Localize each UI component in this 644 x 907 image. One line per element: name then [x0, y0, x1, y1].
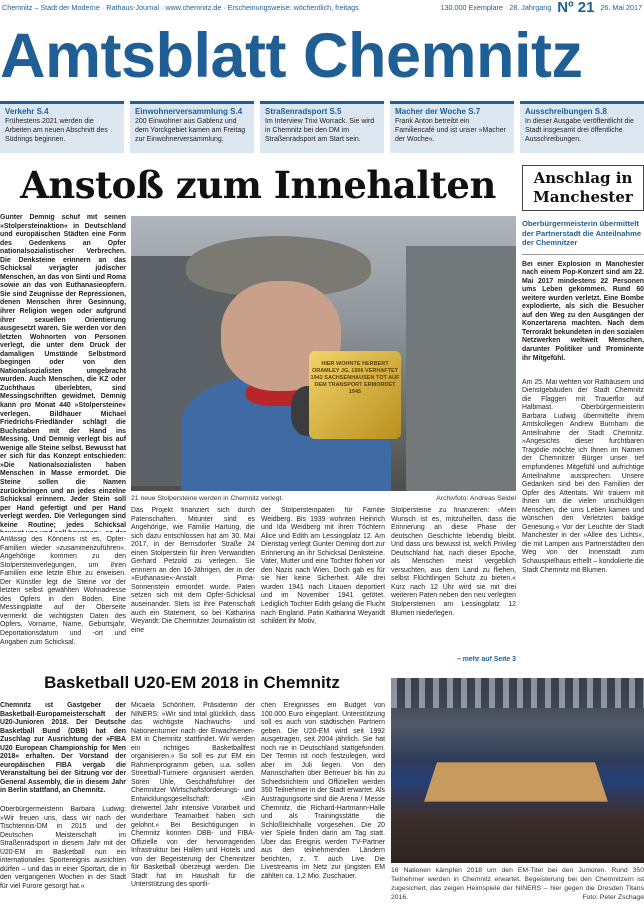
- main-headline: Anstoß zum Innehalten: [20, 163, 496, 207]
- teaser-strassenradsport[interactable]: [260, 101, 384, 153]
- teaser-title: Verkehr S.4: [5, 107, 49, 116]
- teaser-ausschreibungen[interactable]: [520, 101, 644, 153]
- basketball-lead: Chemnitz ist Gastgeber der Basketball-Europameisterschaft der U20-Junioren 2018. Der Deutsche Basketball Bund (DBB) hat den Zuschlag zur Ausrichtung der »FIBA U20 European Championship for Men 2018« erhalten. Der Vorstand der europäischen FIBA vergab die Veranstaltung bei der Sitzung vor der General Assembly, die in diesem Jahr in Berlin stattfand, an Chemnitz.: [0, 702, 126, 795]
- teaser-title: Straßenradsport S.5: [265, 107, 342, 116]
- issue-info: 130.000 Exemplare · 28. Jahrgang Nº 21 26. Mai 2017: [440, 0, 642, 16]
- basketball-caption-text: 16 Nationen kämpfen 2018 um den EM-Titel bei den Junioren. Rund 350 Teilnehmer werden in Chemnitz erwartet. Begeisterung bei den Chemnitzern ist zugesichert, das zeigen Heimspiele der NINERS – hier gegen die Dresden Titans 2016.: [391, 867, 644, 901]
- basketball-col2: Micaela Schönherr, Präsidentin der NINERS: »Wir sind total glücklich, dass das wichtigste Nachwuchs- und Nationenturnier nach der Erwachsenen-EM in Chemnitz stattfindet. Wir werden ein richtiges Basketballfest organisieren.« So soll es zur EM ein Rahmenprogramm geben, u.a. sollen Streetball-Turniere organisiert werden. Sören Uhle, Geschäftsführer der Chemnitzer Wirtschaftsförderungs- und Entwicklungsgesellschaft: »Ein dreiwertel Jahr intensive Vorarbeit und wunderbare Teamarbeit haben sich gelohnt.« Bei Besichtigungen in Chemnitz konnten DBB- und FIBA-Offizielle von der hervorragenden Infrastruktur bei Hallen und Hotels und von der Begeisterung der Chemnitzer für Basketball überzeugt werden. Die Stadt hat im Haushalt für die Unterstützung des sportli-: [131, 702, 255, 889]
- basketball-col1: Oberbürgermeisterin Barbara Ludwig: »Wir freuen uns, dass wir nach der Tischtennis-DM in 2015 und der Deutschen Meisterschaft im Straßenradsport in diesem Jahr mit der U20-EM im Basketball nun ein internationales Sportereignis ausrichten dürfen – und das in einer Sportart, die in den vergangenen Wochen in der Stadt für viel Furore gesorgt hat.«: [0, 806, 126, 890]
- photo-credit: Archivfoto: Andreas Seidel: [436, 495, 516, 502]
- main-body-col4: Stolpersteine zu finanzieren: »Mein Wunsch ist es, mitzuhelfen, dass die Erinnerung an diese Phase der deutschen Geschichte lebendig bleibt. Und dass uns bewusst ist, welch Privileg Deutschland hat, nach dieser Epoche, als Menschen meist vergeblich versuchten, aus dem Land zu fliehen, selbst Flüchtlingen Schutz zu bieten.« Kurz nach 12 Uhr wird sie mit drei weiteren Paten neben den neu verlegten Stolpersteinen am Lessingplatz 12 Blumen niederlegen.: [391, 507, 516, 617]
- teaser-text: 200 Einwohner aus Gablenz und dem Yorckgebiet kamen am Freitag zur Einwohnerversammlung.: [135, 118, 246, 143]
- main-lead-text: Gunter Demnig schuf mit seinen »Stolpersteinaktion« in Deutschland und europäischen Städten eine Form des Gedenkens an Opfer nationalsozialistischer Verbrechen. Die Denksteine erinnern an das Schicksal verjagter jüdischer Menschen, an das von Sinti und Roma sowie an das von Euthanasieopfern. Sie sind Zeugnisse der Repressionen, denen Menschen ihrer Gesinnung, ihrer Religion wegen oder aufgrund ihrer sexuellen Orientierung ausgesetzt waren. Sie werden vor den letzten Wohnorten von Personen verlegt, die unter dem Druck der damaligen Umstände Selbstmord begingen oder von den Nationalsozialisten umgebracht wurden. Auch Menschen, die KZ oder Zuchthaus überlebten, sind Messingschriften gewidmet. Demnig kann pro Monat 440 »Stolpersteine« verlegen. Bildhauer Michael Friedrichs-Friedländer schlägt die Buchstaben mit der Hand ins Messing. Und Demnig verlegt bis auf wenige alle Steine selbst. Bewusst hat er sich für das Konzept entschieden: »Die Nationalsozialisten haben Menschen in Masse ermordet. Die Steine sollen die Namen zurückbringen und an jedes einzelne Schicksal erinnern. Jeder Stein soll per Hand gefertigt und per Hand verlegt werden. Die Verlegungen sind keine Routine; jedes Schicksal: [0, 214, 126, 529]
- photo-caption: 21 neue Stolpersteine werden in Chemnitz verlegt.: [131, 495, 284, 502]
- teaser-title: Macher der Woche S.7: [395, 107, 481, 116]
- teaser-row: [0, 101, 644, 153]
- masthead-title: Amtsblatt Chemnitz: [0, 21, 583, 91]
- photo-background-right: [406, 246, 516, 491]
- more-link[interactable]: – mehr auf Seite 3: [457, 656, 516, 663]
- issue-date: 26. Mai 2017: [600, 3, 642, 12]
- stolperstein-plate: HIER WOHNTE HERBERT ORAMLEY JG. 1906 VERHAFTET 1942 SACHSENHAUSEN TOT AUF DEM TRANSPORT ERMORDET 1945: [309, 351, 401, 439]
- teaser-einwohnerversammlung[interactable]: [130, 101, 254, 153]
- issue-number: Nº 21: [557, 0, 595, 16]
- teaser-text: In dieser Ausgabe veröffentlicht die Stadt insgesamt drei öffentliche Ausschreibungen.: [525, 118, 634, 143]
- sidebar-subheadline: Oberbürgermeisterin übermittelt der Partnerstadt die Anteilnahme der Chemnitzer: [522, 219, 642, 247]
- teaser-verkehr[interactable]: [0, 101, 124, 153]
- basketball-court: [424, 762, 608, 801]
- sidebar-divider: [522, 254, 644, 255]
- basketball-photo-caption: [391, 866, 644, 907]
- teaser-text: Frank Anton betreibt ein Familiencafé und ist unser »Macher der Woche«.: [395, 118, 506, 143]
- sidebar-manchester: [522, 165, 644, 670]
- teaser-macher-der-woche[interactable]: [390, 101, 514, 153]
- teaser-text: Frühestens 2021 werden die Arbeiten am neuen Abschnitt des Südrings beginnen.: [5, 118, 108, 143]
- teaser-title: Ausschreibungen S.8: [525, 107, 607, 116]
- basketball-col3: chen Ereignisses ein Budget von 100.000 Euro eingeplant. Unterstützung soll es auch von städtischen Partnern geben. Die U20-EM wird seit 1992 ausgetragen, seit 2004 jährlich. Sie hat noch nie in Deutschland stattgefunden. Der Termin ist noch festzulegen, wird aber im Juli liegen. Von den Mannschaften über Betreuer bis hin zu Schiedsrichtern und Offiziellen werden 350 Teilnehmer in der Stadt erwartet. Als Austragungsorte sind die Arena / Messe Chemnitz, die Richard-Hartmann-Halle und als Trainingsstätte die Schloßteichhalle vorgesehen. Die 20 vier Spiele finden dann am Tag statt. Über das Ereignis werden TV-Partner aus den teilnehmenden Ländern berichten, z. T. auch Live. Die Livestreams im Netz zur jüngsten EM zählten ca. 1,2 Mio. Zuschauer.: [261, 702, 385, 880]
- basketball-photo-credit: Foto: Peter Zschage: [582, 894, 644, 901]
- sidebar-body: Am 25. Mai wehten vor Rathäusern und Dienstgebäuden der Stadt Chemnitz die Flaggen mit Trauerflor auf Halbmast. Oberbürgermeisterin Barbara Ludwig übermittelte ihrem Amtskollegen Andrew Burnham die Anteilnahme der Stadt Chemnitz. »Angesichts dieser furchtbaren Tragödie möchte ich Ihnen im Namen der Chemnitzer Bürger unser tief empfundenes Mitgefühl und aufrichtige Anteilnahme aussprechen. Unsere Gedanken sind bei den Familien der Opfer des Attentats. Wir trauern mit Ihnen um die vielen unschuldigen Menschen, die ums Leben kamen und wünschen den Verletzten baldige Genesung.« Vor der Leuchte der Stadt Manchester in der »Allee des Lichts«, die mit Lampen aus Partnerstädten den Weg von der Innenstadt zum Schauspielhaus erhellt – kondolierte die Stadt Chemnitz mit Blumen.: [522, 378, 644, 574]
- teaser-title: Einwohnerversammlung S.4: [135, 107, 243, 116]
- sidebar-headline: Anschlag in Manchester: [522, 165, 644, 211]
- basketball-arena-photo: [391, 678, 644, 863]
- main-body-col3: der Stolpersteinpaten für Familie Weidberg. Bis 1939 wohnten Heinrich und Ida Weidberg mit ihren Töchtern Alice und Edith am Lessingplatz 12. Am Dienstag verlegt Gunter Demnig dort zur Erinnerung an ihr Schicksal Denksteine. Vater, Mutter und eine Tochter flohen vor den Nazis nach Wien. Doch gab es für sie hier keine Sicherheit. Alle drei wurden 1941 nach Litauen deportiert und im November 1941 getötet. Lediglich Tochter Edith gelang die Flucht nach England. Patin Katharina Weyandt schildert ihr Motiv,: [261, 507, 385, 626]
- stolperstein-photo: [131, 216, 516, 491]
- volume: 28. Jahrgang: [509, 3, 552, 12]
- sidebar-lead: Bei einer Explosion in Manchester nach einem Pop-Konzert sind am 22. Mai 2017 mindestens 22 Personen ums Leben gekommen. Rund 60 weitere wurden verletzt. Eine Bombe explodierte, als sich die Besucher auf den Weg zu den Ausgängen der Konzertarena machten. Nach dem Terrorakt bekundeten in den sozialen Netzwerken weltweit Menschen, darunter Politiker und Prominente ihr Mitgefühl.: [522, 260, 644, 362]
- teaser-text: Im Interview Trixi Worrack. Sie wird in Chemnitz bei den DM im Straßenradsport am Start sein.: [265, 118, 375, 143]
- main-body-col1: Anlässig des Könnens ist es, Opfer-Familien wieder »zusammenzuführen«. Angehörige kommen zu den Stolpersteinverlegungen, um ihren Familien eine letzte Ehre zu erweisen. Der Künstler legt die Steine vor der letzten selbst gewählten Wohnadresse des Opfers in den Boden. Eine Messingplatte auf der Oberseite vermerkt die wichtigsten Daten des Opfers, Vorname, Name, Geburtsjahr, Deportationsdatum und -ort und Angaben zum Schicksal.: [0, 536, 126, 646]
- publication-info: Chemnitz – Stadt der Moderne · Rathaus-Journal · www.chemnitz.de · Erscheinungsweise: wöchentlich, freitags: [2, 3, 359, 12]
- circulation: 130.000 Exemplare: [440, 3, 503, 12]
- main-body-col2: Das Projekt finanziert sich durch Patenschaften. Mitunter sind es Angehörige, wie Familie Hartung, die sich dazu entschlossen hat am 30. Mai 2017, in der Bernsdorfer Straße 24 einen Stolperstein für ihren Verwandten Gerhard Petzold zu verlegen. Sie erinnern an den 16-Jährigen, der in der »Euthanasie«-Anstalt Pirna-Sonnenstein ermordet wurde. Paten setzen sich mit dem Opfer-Schicksal auseinander. Stets ist ihre Patenschaft auch ein Statement, so bei Katharina Weyandt: Die Chemnitzer Journalistin ist eine: [131, 507, 255, 634]
- basketball-headline: Basketball U20-EM 2018 in Chemnitz: [44, 673, 340, 692]
- arena-lights: [391, 678, 644, 708]
